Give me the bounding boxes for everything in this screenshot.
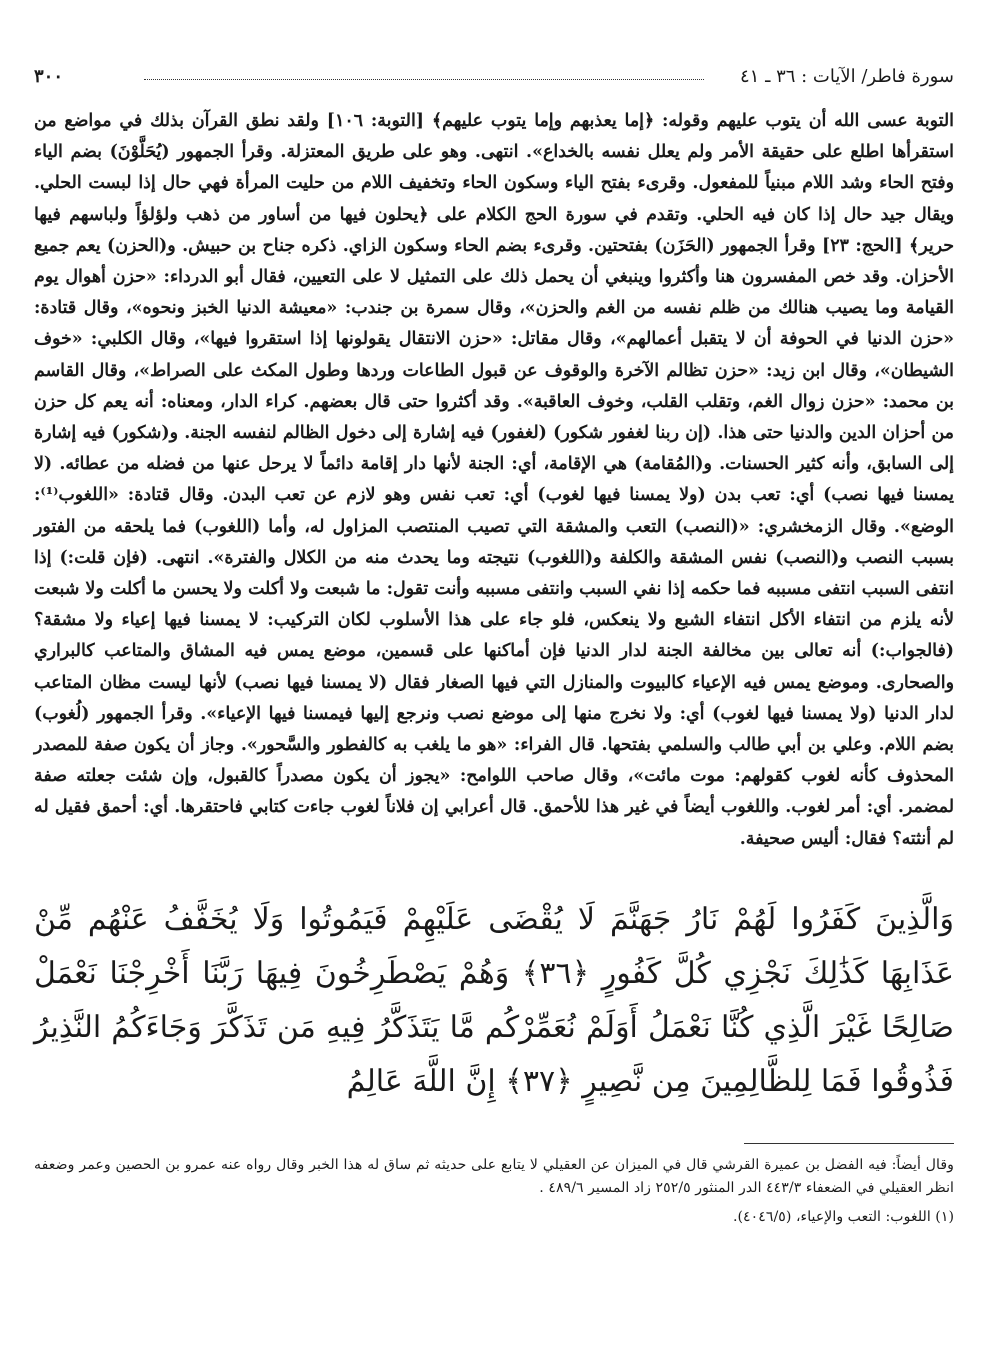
footnote-1: (١) اللغوب: التعب والإعياء، (٤٠٤٦/٥). [732,1208,954,1225]
footnote-separator [744,1143,954,1144]
footnote-continued: وقال أيضاً: فيه الفضل بن عميرة القرشي قال في الميزان عن العقيلي لا يتابع على حديثه ثم ساق له هذا الخبر وقال رواه عنه عمرو بن الحصين وعمر وضعفه انظر العقيلي في الضعفاء ٤٤٣/٣ الدر المنثور ٢٥٢/٥ زاد المسير ٤٨٩/٦ . [34,1156,954,1196]
footnotes [34,1154,954,1229]
commentary-text [34,106,954,855]
quran-verses [34,893,954,1109]
page-number: ٣٠٠ [34,66,64,87]
page-header [34,58,954,88]
quran-verse-text: وَالَّذِينَ كَفَرُوا لَهُمْ نَارُ جَهَنَّمَ لَا يُقْضَى عَلَيْهِمْ فَيَمُوتُوا وَلَا يُخَفَّفُ عَنْهُم مِّنْ عَذَابِهَا كَذَٰلِكَ نَجْزِي كُلَّ كَفُورٍ ﴿٣٦﴾ وَهُمْ يَصْطَرِخُونَ فِيهَا رَبَّنَا أَخْرِجْنَا نَعْمَلْ صَالِحًا غَيْرَ الَّذِي كُنَّا نَعْمَلُ أَوَلَمْ نُعَمِّرْكُم مَّا يَتَذَكَّرُ فِيهِ مَن تَذَكَّرَ وَجَاءَكُمُ النَّذِيرُ فَذُوقُوا فَمَا لِلظَّالِمِينَ مِن نَّصِيرٍ ﴿٣٧﴾ إِنَّ اللَّهَ عَالِمُ [34,901,954,1099]
page [34,58,954,1348]
header-dotted-rule [144,79,704,80]
commentary-paragraph: التوبة عسى الله أن يتوب عليهم وقوله: ﴿إما يعذبهم وإما يتوب عليهم﴾ [التوبة: ١٠٦] ولقد نطق القرآن بذلك في مواضع من استقرأها اطلع على حقيقة الأمر ولم يعلل نفسه بالخداع». انتهى. وهو على طريق المعتزلة. وقرأ الجمهور (يُحَلَّوْنَ) بضم الياء وفتح الحاء وشد اللام مبنياً للمفعول. وقرىء بفتح الياء وسكون الحاء وتخفيف اللام من حليت المرأة فهي حال إذا لبست الحلي. ويقال جيد حال إذا كان فيه الحلي. وتقدم في سورة الحج الكلام على ﴿يحلون فيها من أساور من ذهب ولؤلؤاً ولباسهم فيها حرير﴾ [الحج: ٢٣] وقرأ الجمهور (الحَزَن) بفتحتين. وقرىء بضم الحاء وسكون الزاي. ذكره جناح بن حبيش. و(الحزن) يعم جميع الأحزان. وقد خص المفسرون هنا وأكثروا وينبغي أن يحمل ذلك على التمثيل لا على التعيين، فقال أبو الدرداء: «حزن أهوال يوم القيامة وما يصيب هنالك من ظلم نفسه من الغم والحزن»، وقال سمرة بن جندب: «معيشة الدنيا الخبز ونحوه»، وقال قتادة: «حزن الدنيا في الحوفة أن لا يتقبل أعمالهم»، وقال مقاتل: «حزن الانتقال يقولونها إذا استقروا فيها»، وقال الكلبي: «خوف الشيطان»، وقال ابن زيد: «حزن تظالم الآخرة والوقوف عن قبول الطاعات وردها وطول المكث على الصراط»، وقال القاسم بن محمد: «حزن زوال الغم، وتقلب القلب، وخوف العاقبة». وقد أكثروا حتى قال بعضهم. كراء الدار، ومعناه: أنه يعم كل حزن من أحزان الدين والدنيا حتى هذا. (إن ربنا لغفور شكور) (لغفور) فيه إشارة إلى دخول الظالم لنفسه الجنة. و(شكور) فيه إشارة إلى السابق، وأنه كثير الحسنات. و(المُقامة) هي الإقامة، أي: الجنة لأنها دار إقامة دائماً لا يرحل عنها من فضله من عطائه. (لا يمسنا فيها نصب) أي: تعب بدن (ولا يمسنا فيها لغوب) أي: تعب نفس وهو لازم عن تعب البدن. وقال قتادة: «اللغوب⁽¹⁾: الوضع». وقال الزمخشري: «(النصب) التعب والمشقة التي تصيب المنتصب المزاول له، وأما (اللغوب) فما يلحقه من الفتور بسبب النصب و(النصب) نفس المشقة والكلفة و(اللغوب) نتيجته وما يحدث منه من الكلال والفترة». انتهى. (فإن قلت:) إذا انتفى السبب انتفى مسببه فما حكمه إذا نفي السبب وانتفى مسببه وأنت تقول: ما شبعت ولا أكلت ولا يحسن ما أكلت ولا شبعت لأنه يلزم من انتفاء الأكل انتفاء الشبع ولا ينعكس، فلو جاء على هذا الأسلوب لكان التركيب: لا يمسنا فيها إعياء ولا مشقة؟ (فالجواب:) أنه تعالى بين مخالفة الجنة لدار الدنيا فإن أماكنها على قسمين، موضع يمس فيه المشاق والمتاعب كالبراري والصحارى. وموضع يمس فيه الإعياء كالبيوت والمنازل التي فيها الصغار فقال (لا يمسنا فيها نصب) لأنها ليست مظان المتاعب لدار الدنيا (ولا يمسنا فيها لغوب) أي: ولا نخرج منها إلى موضع نصب ونرجع إليها فيمسنا فيها الإعياء». وقرأ الجمهور (لُغوب) بضم اللام. وعلي بن أبي طالب والسلمي بفتحها. قال الفراء: «هو ما يلغب به كالفطور والسَّحور». وجاز أن يكون صفة للمصدر المحذوف كأنه لغوب كقولهم: موت مائت»، وقال صاحب اللوامح: «يجوز أن يكون مصدراً كالقبول، وإن شئت جعلته صفة لمضمر. أي: أمر لغوب. واللغوب أيضاً في غير هذا للأحمق. قال أعرابي إن فلاناً لغوب جاءت كتابي فاحتقرها. أي: أحمق فقيل له لم أنثته؟ فقال: أليس صحيفة. [34,111,955,849]
running-title: سورة فاطر/ الآيات : ٣٦ ـ ٤١ [740,66,954,87]
